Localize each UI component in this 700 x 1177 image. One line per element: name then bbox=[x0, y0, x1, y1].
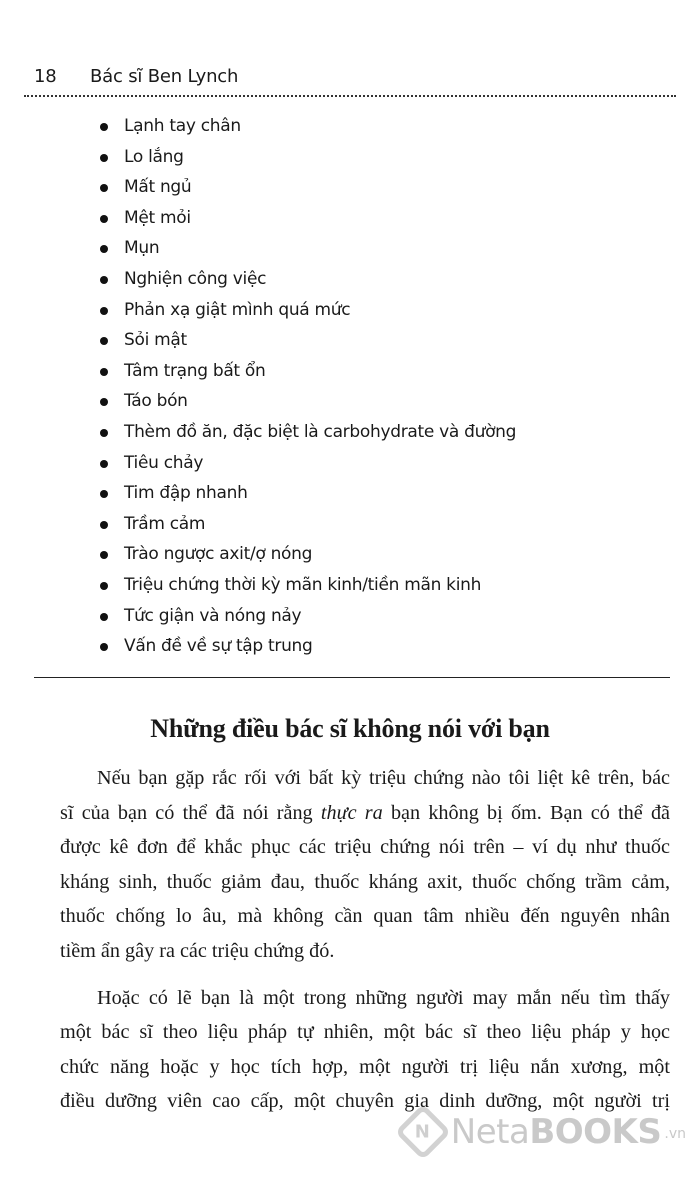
bullet-icon bbox=[100, 368, 108, 376]
body-text bbox=[60, 761, 670, 1131]
list-item: Tim đập nhanh bbox=[100, 478, 516, 509]
bullet-icon bbox=[100, 490, 108, 498]
list-item: Táo bón bbox=[100, 386, 516, 417]
list-item: Lo lắng bbox=[100, 142, 516, 173]
paragraph-1 bbox=[60, 761, 670, 969]
list-item: Tiêu chảy bbox=[100, 448, 516, 479]
bullet-icon bbox=[100, 123, 108, 131]
list-item: Thèm đồ ăn, đặc biệt là carbohydrate và đường bbox=[100, 417, 516, 448]
list-item: Tâm trạng bất ổn bbox=[100, 356, 516, 387]
bullet-icon bbox=[100, 521, 108, 529]
list-item: Mệt mỏi bbox=[100, 203, 516, 234]
list-item: Sỏi mật bbox=[100, 325, 516, 356]
section-title: Những điều bác sĩ không nói với bạn bbox=[150, 714, 550, 743]
list-item: Trầm cảm bbox=[100, 509, 516, 540]
bullet-icon bbox=[100, 276, 108, 284]
bullet-icon bbox=[100, 184, 108, 192]
bullet-icon bbox=[100, 398, 108, 406]
netabooks-logo-icon: N bbox=[395, 1104, 452, 1161]
text-line: kháng sinh, thuốc giảm đau, thuốc kháng axit, thuốc chống trầm cảm, bbox=[60, 870, 670, 893]
list-item: Nghiện công việc bbox=[100, 264, 516, 295]
text-line: điều dưỡng viên cao cấp, một chuyên gia dinh dưỡng, một người trị bbox=[60, 1090, 670, 1113]
list-item: Tức giận và nóng nảy bbox=[100, 601, 516, 632]
bullet-icon bbox=[100, 307, 108, 315]
bullet-icon bbox=[100, 551, 108, 559]
bullet-icon bbox=[100, 613, 108, 621]
bullet-icon bbox=[100, 337, 108, 345]
symptom-list bbox=[100, 111, 516, 662]
bullet-icon bbox=[100, 643, 108, 651]
header-dotted-rule bbox=[24, 95, 676, 97]
text-line: Nếu bạn gặp rắc rối với bất kỳ triệu chứng nào tôi liệt kê trên, bác bbox=[97, 767, 670, 789]
text-line: Hoặc có lẽ bạn là một trong những người may mắn nếu tìm thấy bbox=[97, 986, 670, 1009]
text-line: một bác sĩ theo liệu pháp tự nhiên, một bác sĩ theo liệu pháp y học bbox=[60, 1021, 670, 1044]
list-item: Mất ngủ bbox=[100, 172, 516, 203]
paragraph-2 bbox=[60, 981, 670, 1119]
bullet-icon bbox=[100, 154, 108, 162]
list-item: Lạnh tay chân bbox=[100, 111, 516, 142]
text-line: chức năng hoặc y học tích hợp, một người trị liệu nắn xương, một bbox=[60, 1055, 670, 1078]
watermark-tld: .vn bbox=[664, 1126, 686, 1142]
emphasis-text: thực ra bbox=[320, 801, 383, 824]
list-item: Mụn bbox=[100, 233, 516, 264]
list-item: Trào ngược axit/ợ nóng bbox=[100, 539, 516, 570]
text-line: tiềm ẩn gây ra các triệu chứng đó. bbox=[60, 939, 335, 962]
section-divider bbox=[34, 677, 670, 678]
running-title: Bác sĩ Ben Lynch bbox=[90, 66, 239, 87]
bullet-icon bbox=[100, 460, 108, 468]
list-item: Phản xạ giật mình quá mức bbox=[100, 295, 516, 326]
list-item: Vấn đề về sự tập trung bbox=[100, 631, 516, 662]
bullet-icon bbox=[100, 582, 108, 590]
bullet-icon bbox=[100, 429, 108, 437]
running-header bbox=[34, 66, 674, 87]
text-line: sĩ của bạn có thể đã nói rằng thực ra bạn không bị ốm. Bạn có thể đã bbox=[60, 801, 670, 824]
bullet-icon bbox=[100, 215, 108, 223]
page-number: 18 bbox=[34, 66, 57, 87]
list-item: Triệu chứng thời kỳ mãn kinh/tiền mãn kinh bbox=[100, 570, 516, 601]
text-line: được kê đơn để khắc phục các triệu chứng nói trên – ví dụ như thuốc bbox=[60, 836, 670, 859]
netabooks-watermark bbox=[403, 1112, 686, 1152]
text-line: thuốc chống lo âu, mà không cần quan tâm nhiều đến nguyên nhân bbox=[60, 905, 670, 928]
watermark-brand: NetaBOOKS bbox=[450, 1112, 662, 1152]
bullet-icon bbox=[100, 245, 108, 253]
